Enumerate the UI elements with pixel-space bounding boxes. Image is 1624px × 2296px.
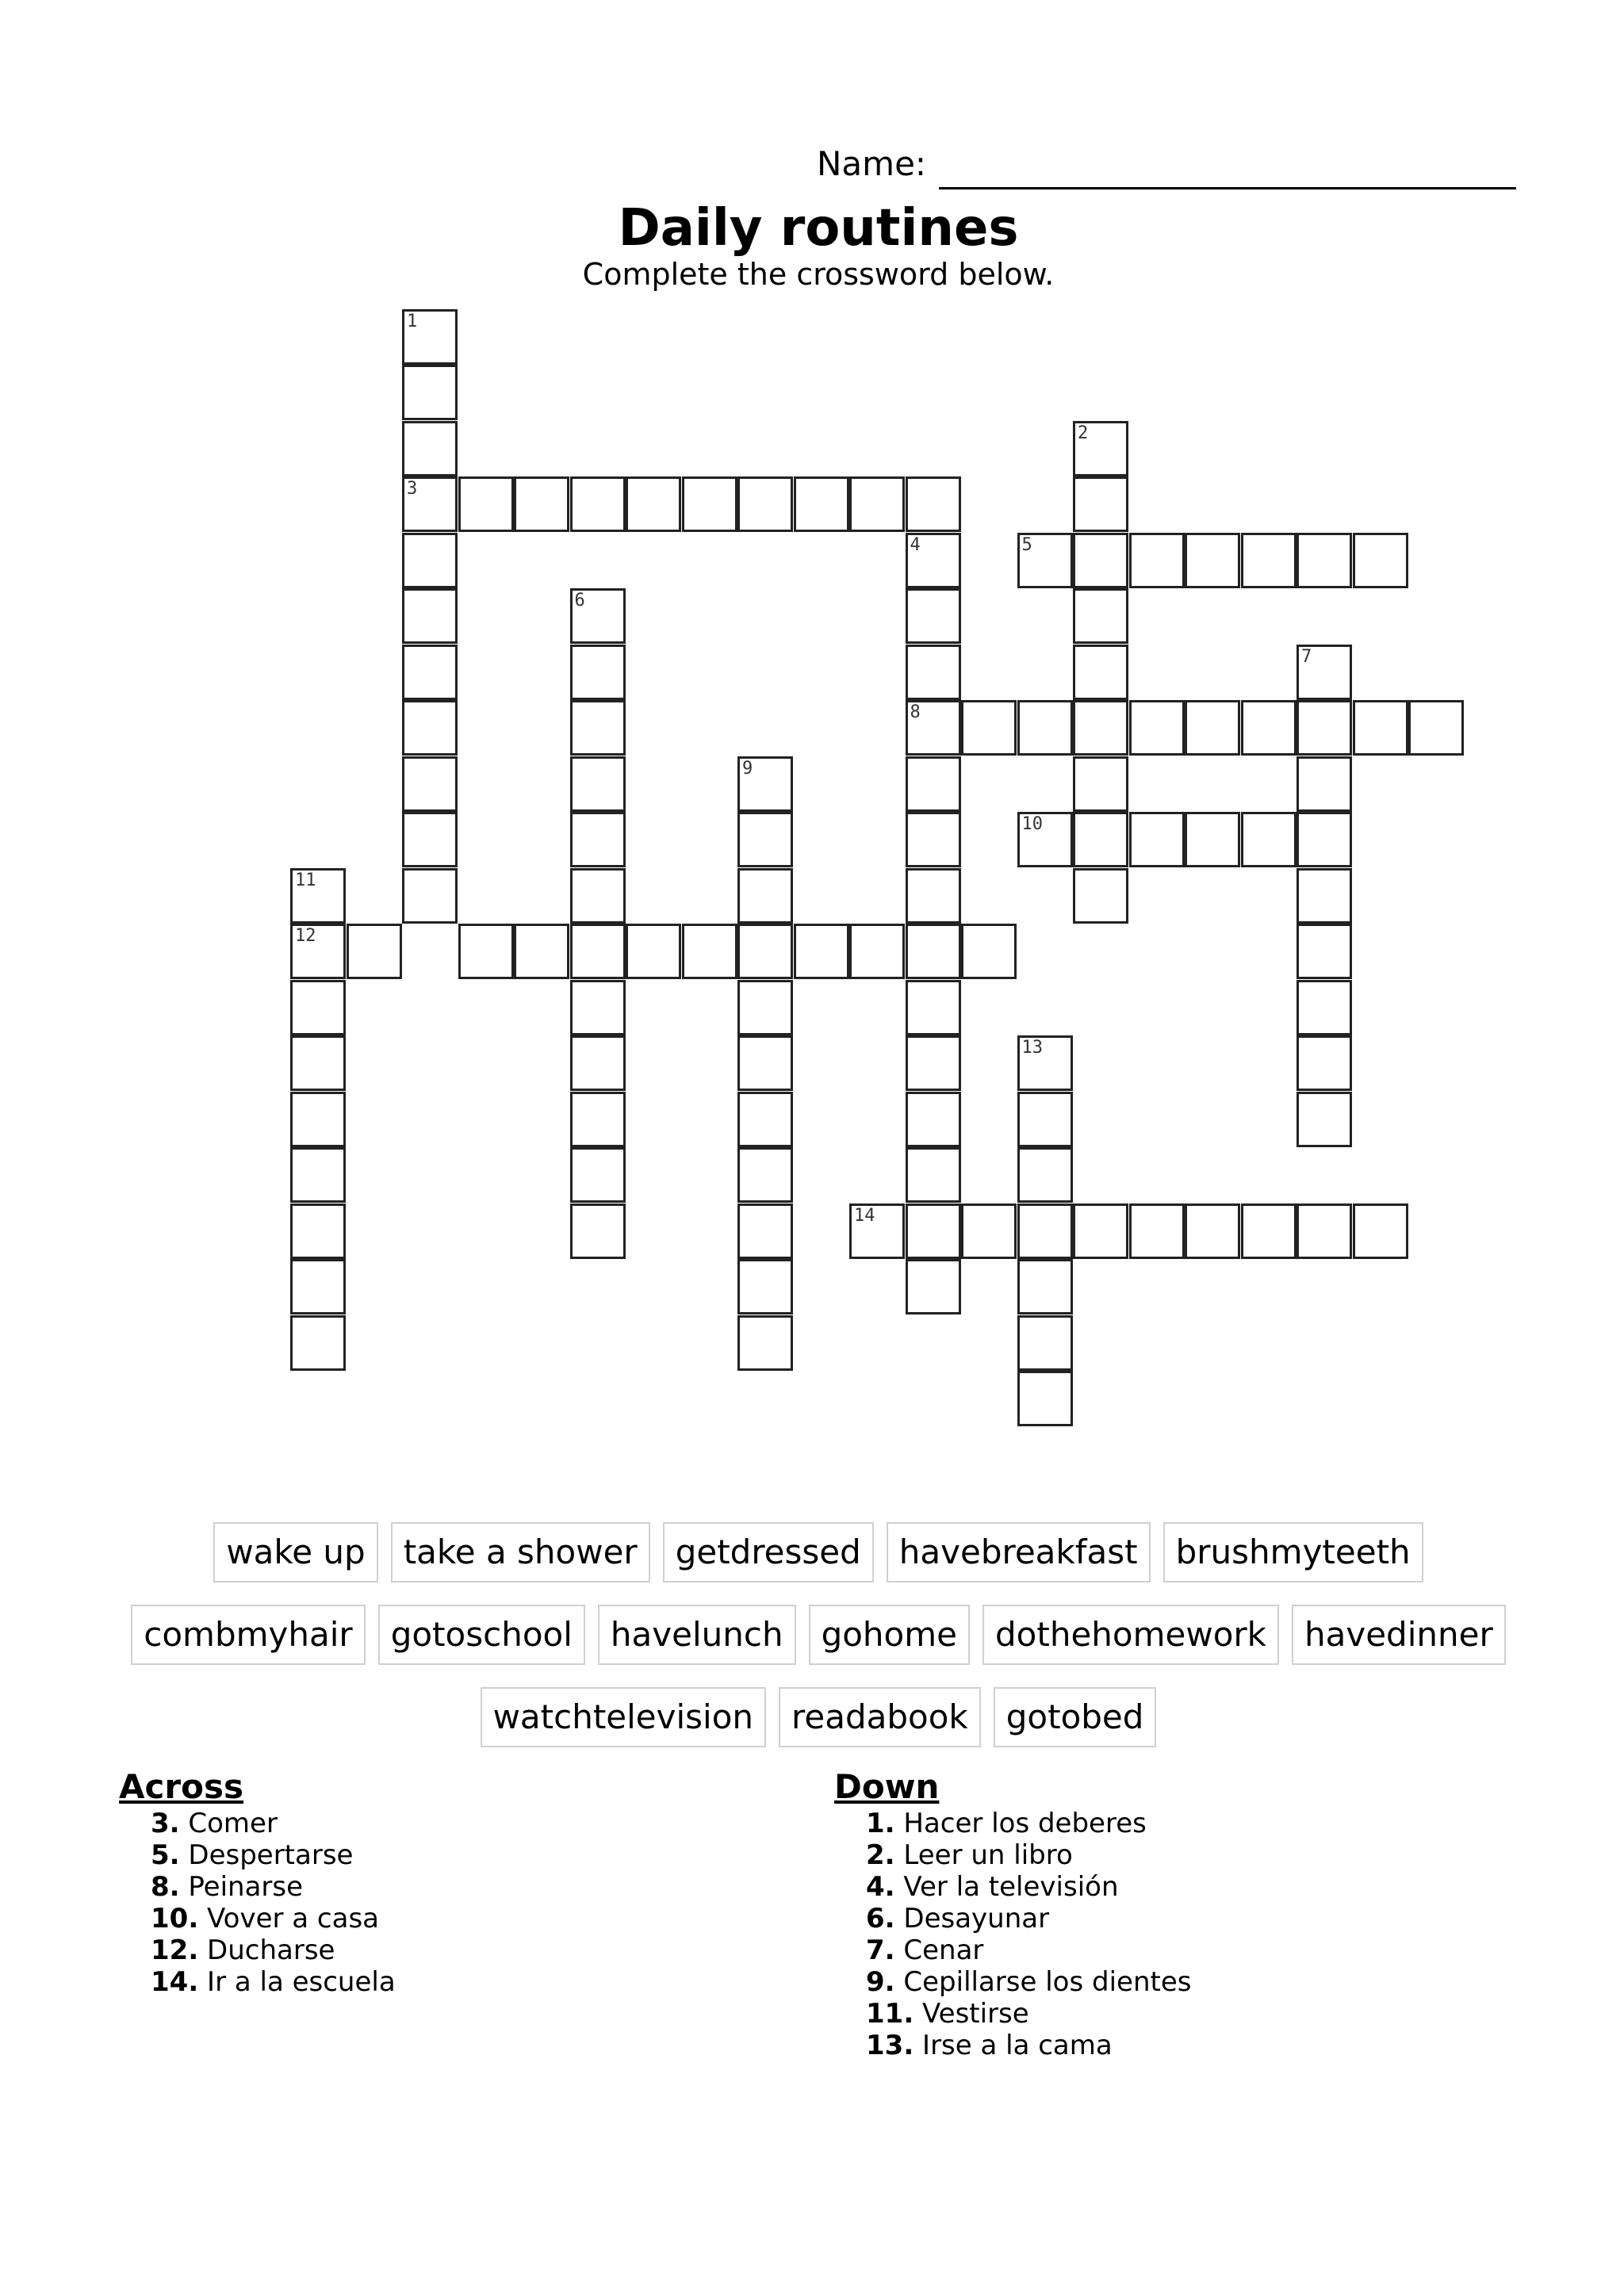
crossword-cell[interactable] xyxy=(1297,924,1352,979)
crossword-cell[interactable] xyxy=(570,476,626,532)
name-label: Name: xyxy=(817,144,927,183)
down-clue xyxy=(866,1839,1191,1871)
clue-num: 13. xyxy=(866,2030,914,2061)
page-subtitle: Complete the crossword below. xyxy=(582,257,1055,292)
crossword-cell[interactable] xyxy=(737,1035,793,1091)
crossword-cell[interactable] xyxy=(1017,533,1073,588)
crossword-cell[interactable] xyxy=(570,1203,626,1259)
clue-text: Despertarse xyxy=(188,1839,354,1871)
down-clue xyxy=(866,1998,1191,2030)
clue-text: Cenar xyxy=(903,1934,984,1966)
down-clue xyxy=(866,2030,1191,2061)
clue-num: 2. xyxy=(866,1839,895,1871)
crossword-cell[interactable] xyxy=(570,1147,626,1203)
clue-num: 10. xyxy=(151,1903,199,1934)
crossword-cell[interactable] xyxy=(906,756,961,812)
crossword-cell[interactable] xyxy=(906,924,961,979)
crossword-cell[interactable] xyxy=(1241,700,1297,756)
crossword-cell[interactable] xyxy=(1017,1259,1073,1314)
crossword-cell[interactable] xyxy=(290,924,346,979)
crossword-cell[interactable] xyxy=(1017,1371,1073,1426)
clue-num: 6. xyxy=(866,1903,895,1934)
page-title: Daily routines xyxy=(618,199,1019,258)
word-bank-item: havedinner xyxy=(1292,1605,1506,1665)
word-bank-item: gotoschool xyxy=(378,1605,585,1665)
clue-number: 12 xyxy=(295,926,316,946)
crossword-cell[interactable] xyxy=(906,1147,961,1203)
crossword-cell[interactable] xyxy=(737,1203,793,1259)
crossword-cell[interactable] xyxy=(1297,868,1352,924)
crossword-cell[interactable] xyxy=(1073,588,1128,644)
crossword-cell[interactable] xyxy=(458,924,514,979)
clue-num: 12. xyxy=(151,1934,199,1966)
word-bank-item: combmyhair xyxy=(131,1605,365,1665)
clue-number: 7 xyxy=(1301,646,1312,667)
crossword-cell[interactable] xyxy=(906,645,961,700)
clue-text: Vover a casa xyxy=(207,1903,380,1934)
clue-num: 11. xyxy=(866,1998,914,2030)
crossword-cell[interactable] xyxy=(961,700,1017,756)
word-bank-row xyxy=(0,1522,1624,1582)
crossword-cell[interactable] xyxy=(1129,1203,1185,1259)
crossword-cell[interactable] xyxy=(737,868,793,924)
across-clue xyxy=(151,1966,396,1998)
crossword-cell[interactable] xyxy=(626,924,681,979)
word-bank-item: gohome xyxy=(809,1605,970,1665)
crossword-cell[interactable] xyxy=(1185,533,1240,588)
crossword-cell[interactable] xyxy=(906,588,961,644)
crossword-cell[interactable] xyxy=(737,756,793,812)
crossword-cell[interactable] xyxy=(1297,645,1352,700)
clue-num: 7. xyxy=(866,1934,895,1966)
crossword-cell[interactable] xyxy=(1353,1203,1408,1259)
across-clue xyxy=(151,1839,396,1871)
crossword-cell[interactable] xyxy=(737,980,793,1035)
crossword-cell[interactable] xyxy=(1129,812,1185,867)
down-clue xyxy=(866,1966,1191,1998)
crossword-cell[interactable] xyxy=(570,1092,626,1147)
crossword-cell[interactable] xyxy=(1353,700,1408,756)
crossword-cell[interactable] xyxy=(961,924,1017,979)
clue-text: Comer xyxy=(188,1808,278,1839)
clue-text: Desayunar xyxy=(903,1903,1050,1934)
clue-text: Hacer los deberes xyxy=(903,1808,1147,1839)
clue-number: 6 xyxy=(574,591,585,610)
crossword-cell[interactable] xyxy=(1073,476,1128,532)
down-clue xyxy=(866,1903,1191,1934)
word-bank-row xyxy=(0,1687,1624,1747)
crossword-cell[interactable] xyxy=(290,1035,346,1091)
word-bank-item: take a shower xyxy=(391,1522,650,1582)
crossword-cell[interactable] xyxy=(1241,533,1297,588)
crossword-cell[interactable] xyxy=(1017,1203,1073,1259)
crossword-cell[interactable] xyxy=(402,476,458,532)
crossword-cell[interactable] xyxy=(570,1035,626,1091)
crossword-cell[interactable] xyxy=(290,1259,346,1314)
crossword-cell[interactable] xyxy=(682,924,737,979)
word-bank-item: getdressed xyxy=(663,1522,874,1582)
crossword-cell[interactable] xyxy=(1185,812,1240,867)
clue-number: 14 xyxy=(854,1205,875,1226)
crossword-cell[interactable] xyxy=(737,1259,793,1314)
crossword-cell[interactable] xyxy=(347,924,402,979)
crossword-cell[interactable] xyxy=(514,476,569,532)
down-heading: Down xyxy=(834,1767,940,1806)
clue-num: 9. xyxy=(866,1966,895,1998)
clue-num: 1. xyxy=(866,1808,895,1839)
clue-text: Ducharse xyxy=(207,1934,335,1966)
crossword-cell[interactable] xyxy=(570,700,626,756)
crossword-cell[interactable] xyxy=(570,756,626,812)
down-clue-list xyxy=(834,1808,1191,2061)
crossword-cell[interactable] xyxy=(1297,980,1352,1035)
crossword-cell[interactable] xyxy=(1017,1147,1073,1203)
clue-text: Peinarse xyxy=(188,1871,304,1903)
crossword-cell[interactable] xyxy=(1241,812,1297,867)
clue-num: 8. xyxy=(151,1871,180,1903)
clue-num: 4. xyxy=(866,1871,895,1903)
crossword-cell[interactable] xyxy=(906,1203,961,1259)
crossword-cell[interactable] xyxy=(737,1147,793,1203)
crossword-cell[interactable] xyxy=(737,812,793,867)
crossword-cell[interactable] xyxy=(1073,868,1128,924)
crossword-cell[interactable] xyxy=(290,1315,346,1371)
clue-text: Leer un libro xyxy=(903,1839,1073,1871)
crossword-cell[interactable] xyxy=(849,924,905,979)
clue-number: 5 xyxy=(1021,534,1032,555)
crossword-cell[interactable] xyxy=(1297,1203,1352,1259)
crossword-cell[interactable] xyxy=(290,980,346,1035)
crossword-cell[interactable] xyxy=(906,1092,961,1147)
clue-number: 11 xyxy=(295,870,316,890)
crossword-cell[interactable] xyxy=(1297,1092,1352,1147)
crossword-cell[interactable] xyxy=(1073,421,1128,476)
word-bank-item: dothehomework xyxy=(982,1605,1279,1665)
crossword-cell[interactable] xyxy=(906,812,961,867)
crossword-cell[interactable] xyxy=(737,924,793,979)
word-bank-item: havelunch xyxy=(598,1605,796,1665)
crossword-cell[interactable] xyxy=(402,868,458,924)
crossword-cell[interactable] xyxy=(402,588,458,644)
crossword-cell[interactable] xyxy=(794,924,849,979)
crossword-cell[interactable] xyxy=(849,476,905,532)
crossword-cell[interactable] xyxy=(1297,812,1352,867)
across-heading: Across xyxy=(119,1767,243,1806)
crossword-cell[interactable] xyxy=(1185,700,1240,756)
crossword-cell[interactable] xyxy=(402,533,458,588)
crossword-cell[interactable] xyxy=(1073,812,1128,867)
clue-num: 3. xyxy=(151,1808,180,1839)
crossword-cell[interactable] xyxy=(458,476,514,532)
crossword-cell[interactable] xyxy=(402,365,458,420)
crossword-cell[interactable] xyxy=(1073,756,1128,812)
clue-text: Vestirse xyxy=(922,1998,1029,2030)
word-bank-item: watchtelevision xyxy=(481,1687,766,1747)
crossword-cell[interactable] xyxy=(402,756,458,812)
word-bank-item: readabook xyxy=(779,1687,981,1747)
crossword-cell[interactable] xyxy=(737,1092,793,1147)
crossword-cell[interactable] xyxy=(570,924,626,979)
crossword-cell[interactable] xyxy=(1073,1203,1128,1259)
crossword-cell[interactable] xyxy=(1017,1315,1073,1371)
crossword-cell[interactable] xyxy=(402,812,458,867)
clue-number: 13 xyxy=(1021,1038,1043,1058)
down-clue xyxy=(866,1934,1191,1966)
clue-number: 2 xyxy=(1078,423,1089,443)
across-clue-list xyxy=(119,1808,396,1998)
crossword-cell[interactable] xyxy=(906,980,961,1035)
crossword-cell[interactable] xyxy=(1297,1035,1352,1091)
across-clue xyxy=(151,1903,396,1934)
crossword-cell[interactable] xyxy=(906,1259,961,1314)
crossword-cell[interactable] xyxy=(906,868,961,924)
word-bank-item: wake up xyxy=(213,1522,377,1582)
across-clues xyxy=(119,1766,396,1998)
down-clues xyxy=(834,1766,1191,2061)
crossword-cell[interactable] xyxy=(1017,700,1073,756)
clue-num: 14. xyxy=(151,1966,199,1998)
crossword-cell[interactable] xyxy=(570,645,626,700)
crossword-cell[interactable] xyxy=(514,924,569,979)
crossword-cell[interactable] xyxy=(1185,1203,1240,1259)
clue-number: 3 xyxy=(407,479,418,499)
crossword-cell[interactable] xyxy=(849,1203,905,1259)
crossword-cell[interactable] xyxy=(737,476,793,532)
crossword-cell[interactable] xyxy=(1297,533,1352,588)
clue-text: Cepillarse los dientes xyxy=(903,1966,1192,1998)
word-bank-row xyxy=(0,1605,1624,1665)
crossword-cell[interactable] xyxy=(290,1147,346,1203)
word-bank-item: gotobed xyxy=(994,1687,1157,1747)
crossword-cell[interactable] xyxy=(906,476,961,532)
clue-text: Irse a la cama xyxy=(922,2030,1113,2061)
crossword-cell[interactable] xyxy=(1073,533,1128,588)
across-clue xyxy=(151,1934,396,1966)
down-clue xyxy=(866,1871,1191,1903)
crossword-cell[interactable] xyxy=(1353,533,1408,588)
crossword-cell[interactable] xyxy=(737,1315,793,1371)
word-bank-item: havebreakfast xyxy=(887,1522,1151,1582)
clue-text: Ver la televisión xyxy=(903,1871,1119,1903)
across-clue xyxy=(151,1871,396,1903)
crossword-cell[interactable] xyxy=(906,700,961,756)
crossword-cell[interactable] xyxy=(1241,1203,1297,1259)
crossword-cell[interactable] xyxy=(1297,700,1352,756)
crossword-cell[interactable] xyxy=(1129,700,1185,756)
clue-number: 8 xyxy=(910,702,921,722)
crossword-cell[interactable] xyxy=(1408,700,1464,756)
crossword-cell[interactable] xyxy=(570,588,626,644)
down-clue xyxy=(866,1808,1191,1839)
crossword-cell[interactable] xyxy=(1017,812,1073,867)
clue-number: 4 xyxy=(910,534,921,555)
crossword-cell[interactable] xyxy=(1017,1092,1073,1147)
crossword-cell[interactable] xyxy=(682,476,737,532)
crossword-cell[interactable] xyxy=(290,1203,346,1259)
crossword-cell[interactable] xyxy=(794,476,849,532)
crossword-cell[interactable] xyxy=(402,645,458,700)
crossword-cell[interactable] xyxy=(402,421,458,476)
crossword-cell[interactable] xyxy=(290,868,346,924)
crossword-cell[interactable] xyxy=(906,1035,961,1091)
clue-number: 1 xyxy=(407,311,418,331)
crossword-cell[interactable] xyxy=(402,700,458,756)
crossword-cell[interactable] xyxy=(402,309,458,365)
clue-number: 10 xyxy=(1021,814,1043,834)
crossword-cell[interactable] xyxy=(1297,756,1352,812)
word-bank-item: brushmyteeth xyxy=(1163,1522,1423,1582)
crossword-cell[interactable] xyxy=(961,1203,1017,1259)
across-clue xyxy=(151,1808,396,1839)
clue-num: 5. xyxy=(151,1839,180,1871)
clue-text: Ir a la escuela xyxy=(207,1966,396,1998)
crossword-cell[interactable] xyxy=(1073,645,1128,700)
crossword-cell[interactable] xyxy=(570,812,626,867)
crossword-cell[interactable] xyxy=(570,980,626,1035)
crossword-cell[interactable] xyxy=(1017,1035,1073,1091)
crossword-cell[interactable] xyxy=(1129,533,1185,588)
crossword-cell[interactable] xyxy=(906,533,961,588)
crossword-cell[interactable] xyxy=(570,868,626,924)
crossword-cell[interactable] xyxy=(626,476,681,532)
crossword-cell[interactable] xyxy=(290,1092,346,1147)
crossword-cell[interactable] xyxy=(1073,700,1128,756)
clue-number: 9 xyxy=(742,758,753,779)
